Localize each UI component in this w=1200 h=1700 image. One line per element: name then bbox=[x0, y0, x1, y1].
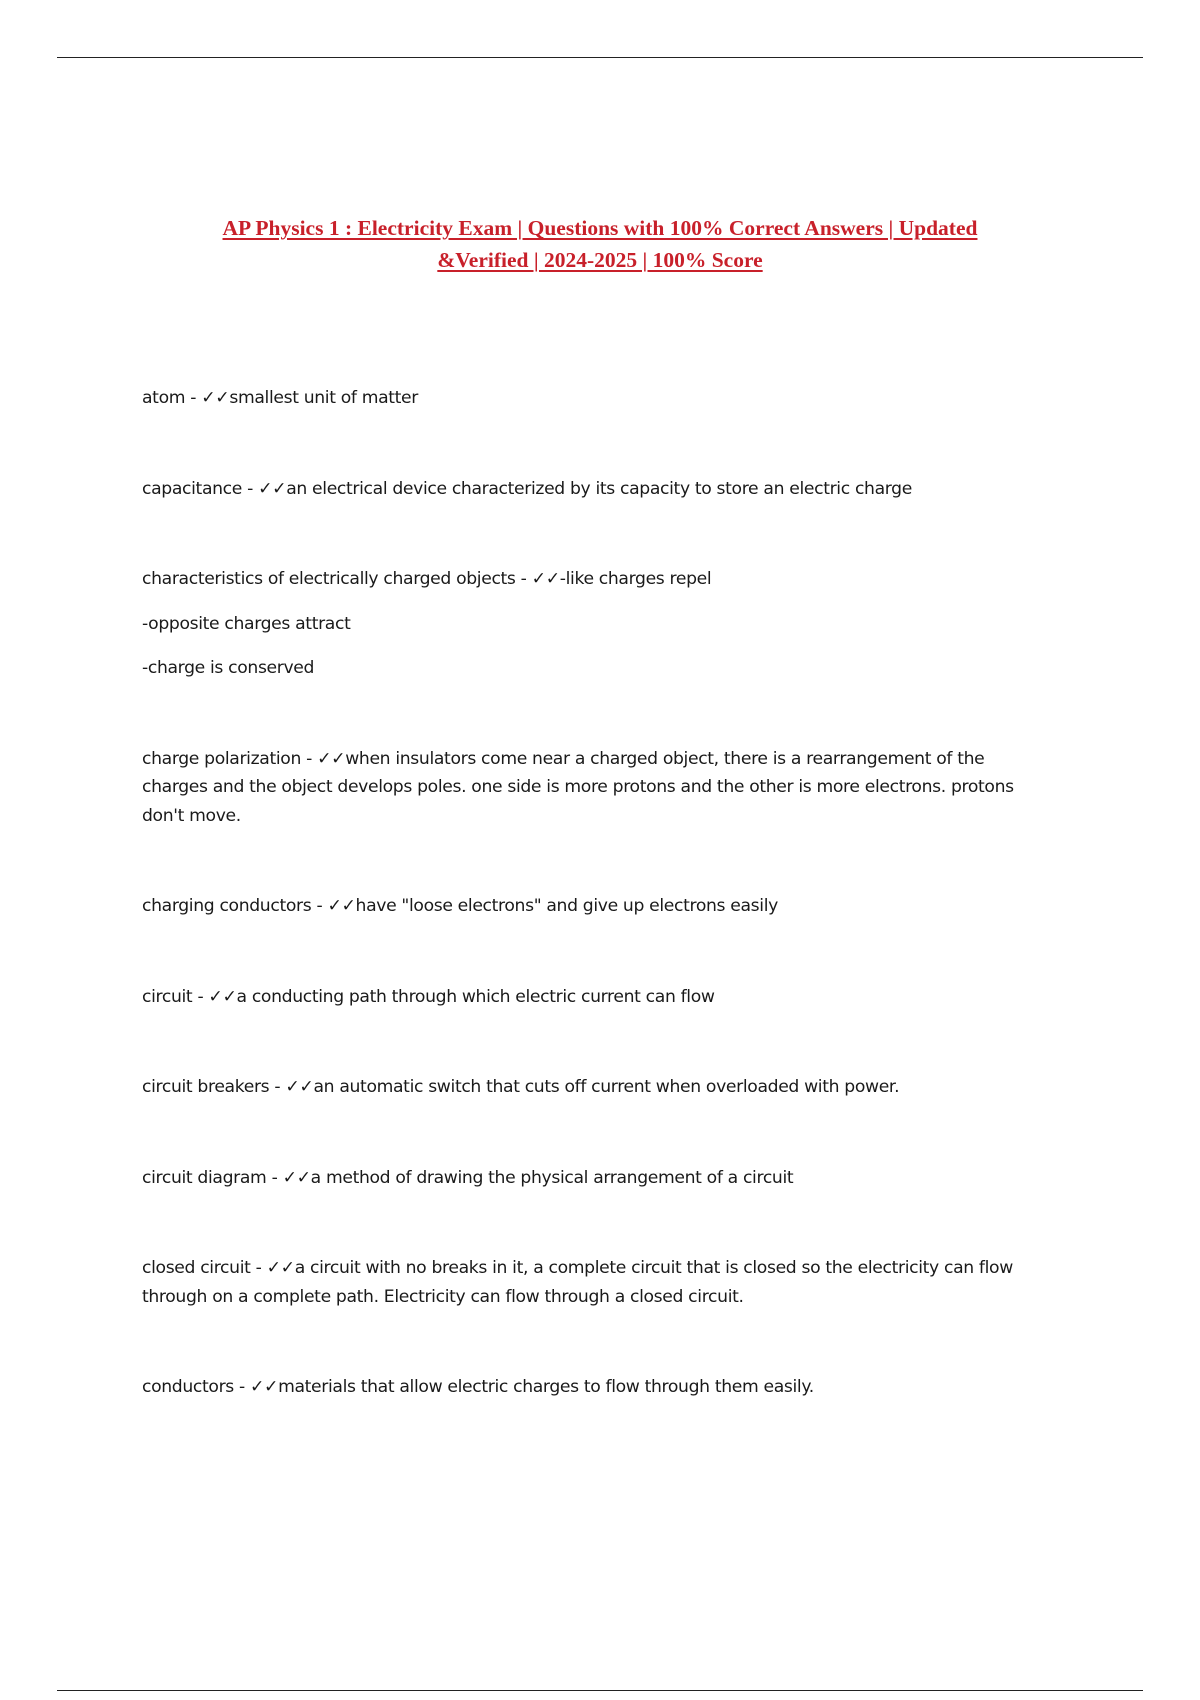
entry-definition: an automatic switch that cuts off current when overloaded with power. bbox=[313, 1077, 900, 1097]
double-check-icon: ✓✓ bbox=[258, 478, 287, 499]
entry-term: closed circuit bbox=[142, 1258, 251, 1278]
entry-circuit-diagram bbox=[142, 1164, 1042, 1193]
entry-term: charging conductors bbox=[142, 896, 312, 916]
document-title bbox=[150, 212, 1050, 276]
entry-characteristics-of-charged-objects bbox=[142, 565, 1042, 683]
title-line-2: &Verified | 2024-2025 | 100% Score bbox=[437, 248, 763, 272]
separator: - bbox=[233, 1377, 250, 1397]
separator: - bbox=[250, 1258, 267, 1278]
separator: - bbox=[269, 1077, 286, 1097]
entry-charging-conductors bbox=[142, 892, 1042, 921]
entry-definition: have "loose electrons" and give up electrons easily bbox=[355, 896, 778, 916]
double-check-icon: ✓✓ bbox=[531, 569, 560, 589]
title-line-1: AP Physics 1 : Electricity Exam | Questions with 100% Correct Answers | Updated bbox=[222, 216, 978, 240]
entry-extra-line: -opposite charges attract bbox=[142, 613, 351, 634]
double-check-icon: ✓✓ bbox=[285, 1077, 314, 1097]
separator: - bbox=[192, 986, 209, 1007]
entry-definition: when insulators come near a charged object, there is a rearrangement of the charges and the object develops poles. one side is more protons and the other is more electrons. protons don't move. bbox=[142, 748, 1014, 826]
entry-definition: -like charges repel bbox=[559, 569, 712, 589]
separator: - bbox=[242, 478, 259, 499]
flashcard-list bbox=[142, 384, 1042, 1402]
double-check-icon: ✓✓ bbox=[201, 388, 230, 408]
double-check-icon: ✓✓ bbox=[327, 896, 356, 916]
entry-circuit bbox=[142, 983, 1042, 1012]
entry-circuit-breakers bbox=[142, 1073, 1042, 1102]
double-check-icon: ✓✓ bbox=[208, 986, 237, 1007]
entry-closed-circuit bbox=[142, 1254, 1042, 1311]
entry-definition: smallest unit of matter bbox=[229, 388, 418, 408]
entry-term: characteristics of electrically charged objects bbox=[142, 569, 516, 589]
entry-charge-polarization bbox=[142, 745, 1042, 831]
entry-term: circuit bbox=[142, 986, 193, 1007]
entry-extra-line: -charge is conserved bbox=[142, 658, 315, 678]
double-check-icon: ✓✓ bbox=[282, 1167, 311, 1188]
double-check-icon: ✓✓ bbox=[249, 1377, 279, 1397]
top-rule bbox=[57, 57, 1143, 58]
separator: - bbox=[185, 388, 202, 408]
bottom-rule bbox=[57, 1690, 1143, 1691]
entry-term: circuit breakers bbox=[142, 1077, 270, 1097]
entry-term: atom bbox=[142, 388, 186, 408]
entry-definition: a conducting path through which electric current can flow bbox=[236, 986, 715, 1007]
double-check-icon: ✓✓ bbox=[266, 1258, 295, 1278]
entry-term: charge polarization bbox=[142, 748, 301, 769]
separator: - bbox=[311, 896, 328, 916]
separator: - bbox=[515, 569, 532, 589]
separator: - bbox=[301, 748, 318, 769]
entry-definition: an electrical device characterized by its capacity to store an electric charge bbox=[286, 478, 912, 499]
entry-definition: a circuit with no breaks in it, a complete circuit that is closed so the electricity can flow through on a complete path. Electricity can flow through a closed circuit. bbox=[142, 1258, 1013, 1307]
entry-definition: materials that allow electric charges to flow through them easily. bbox=[278, 1377, 814, 1397]
entry-capacitance bbox=[142, 475, 1042, 504]
entry-term: circuit diagram bbox=[142, 1167, 267, 1188]
separator: - bbox=[266, 1167, 283, 1188]
double-check-icon: ✓✓ bbox=[317, 748, 346, 769]
entry-definition: a method of drawing the physical arrangement of a circuit bbox=[310, 1167, 794, 1188]
entry-atom bbox=[142, 384, 1042, 413]
entry-conductors bbox=[142, 1373, 1042, 1402]
entry-term: capacitance bbox=[142, 478, 242, 499]
entry-term: conductors bbox=[142, 1377, 234, 1397]
